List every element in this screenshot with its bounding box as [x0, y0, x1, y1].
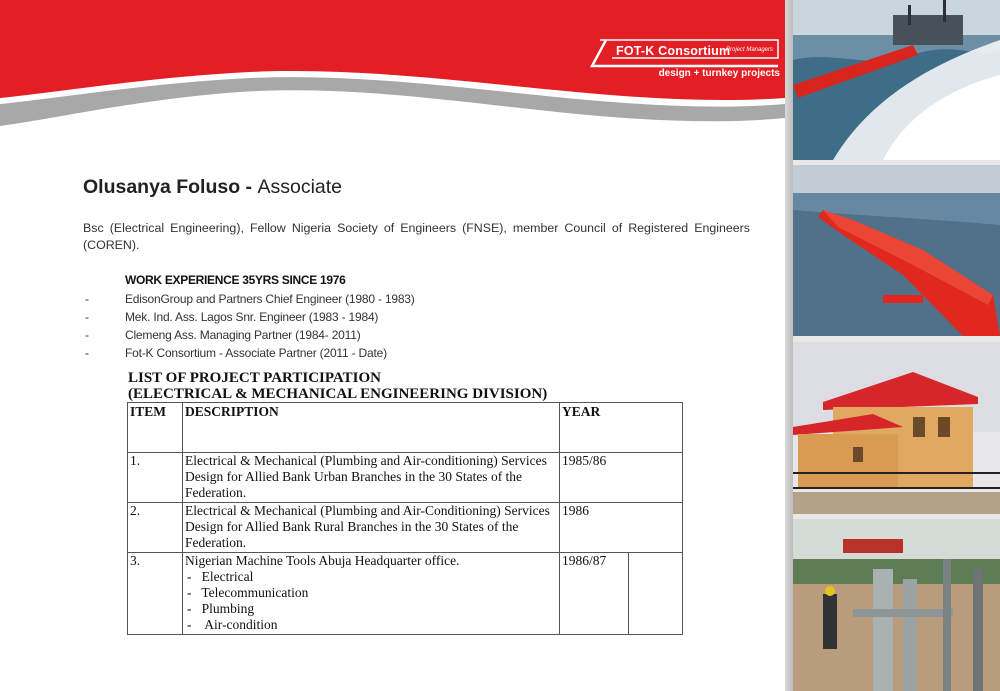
cell-year: 1986/87 [560, 553, 629, 635]
side-divider [785, 0, 793, 691]
list-dash: - [85, 328, 89, 342]
cell-item: 1. [128, 453, 183, 503]
list-dash: - [85, 310, 89, 324]
header-year: YEAR [560, 403, 683, 453]
cell-year: 1986 [560, 503, 683, 553]
table-row [128, 453, 683, 503]
photo-residential-building [793, 342, 1000, 514]
project-list-title-line1: LIST OF PROJECT PARTICIPATION [128, 370, 381, 386]
profile-role: Associate [257, 176, 343, 198]
profile-name: Olusanya Foluso [83, 176, 241, 198]
brand-name: FOT-K Consortium [616, 44, 731, 58]
cell-item: 2. [128, 503, 183, 553]
project-list-title-line2: (ELECTRICAL & MECHANICAL ENGINEERING DIVISION) [128, 386, 548, 402]
photo-industrial-pipework [793, 519, 1000, 691]
profile-name-heading [83, 176, 342, 199]
profile-qualifications: Bsc (Electrical Engineering), Fellow Nigeria Society of Engineers (FNSE), member Council of Registered Engineers (COREN). [83, 221, 750, 252]
sub-item: - Electrical [187, 569, 254, 584]
cell-description: Electrical & Mechanical (Plumbing and Air-conditioning) Services Design for Allied Bank Urban Branches in the 30 States of the Federation. [183, 453, 560, 503]
work-item-text: EdisonGroup and Partners Chief Engineer (1980 - 1983) [125, 292, 415, 306]
list-dash: - [85, 292, 89, 306]
brand-logo [590, 38, 782, 86]
photo-offshore-barrier [793, 0, 1000, 160]
cell-empty [629, 553, 683, 635]
sub-item: - Plumbing [187, 601, 255, 616]
list-dash: - [85, 346, 89, 360]
cell-year: 1985/86 [560, 453, 683, 503]
photo-floating-pipeline [793, 165, 1000, 336]
cell-description: Electrical & Mechanical (Plumbing and Air-Conditioning) Services Design for Allied Bank Rural Branches in the 30 States of the Federation. [183, 503, 560, 553]
project-list-title [128, 370, 547, 402]
header-description: DESCRIPTION [183, 403, 560, 453]
brand-tagline: design + turnkey projects [658, 68, 780, 79]
name-separator: - [240, 176, 258, 198]
cell-description: Nigerian Machine Tools Abuja Headquarter office. [185, 553, 460, 568]
work-experience-title: WORK EXPERIENCE 35YRS SINCE 1976 [125, 273, 346, 287]
work-item-text: Fot-K Consortium - Associate Partner (2011 - Date) [125, 346, 387, 360]
cell-description-multi [183, 553, 560, 635]
sub-item: - Telecommunication [187, 585, 309, 600]
header-item: ITEM [128, 403, 183, 453]
brand-subtitle: Project Managers [726, 47, 774, 53]
table-row [128, 553, 683, 635]
table-header-row [128, 403, 683, 453]
project-table [127, 402, 683, 635]
photo-column [793, 0, 1000, 691]
work-item-text: Clemeng Ass. Managing Partner (1984- 2011) [125, 328, 361, 342]
cell-item: 3. [128, 553, 183, 635]
sub-item: - Air-condition [187, 617, 278, 632]
work-item-text: Mek. Ind. Ass. Lagos Snr. Engineer (1983 - 1984) [125, 310, 379, 324]
table-row [128, 503, 683, 553]
